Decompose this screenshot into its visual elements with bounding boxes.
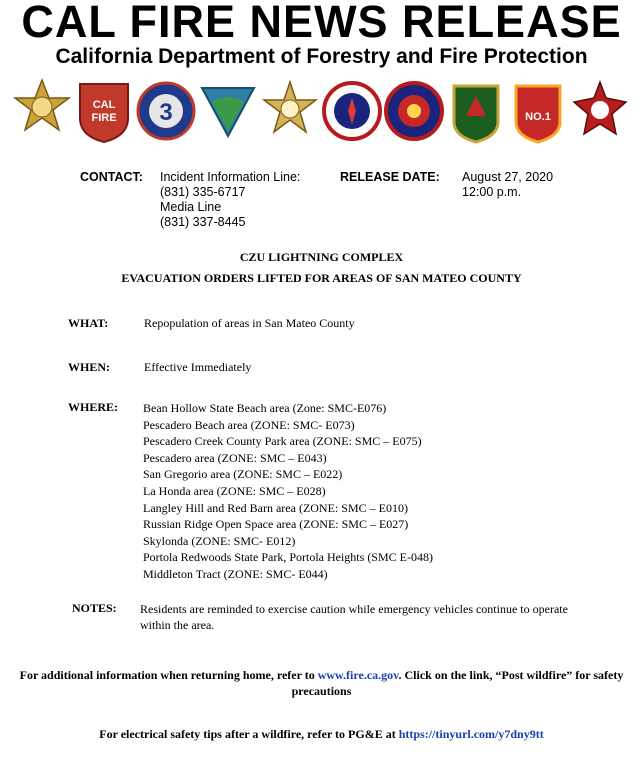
state-parks-shield-icon [198,78,258,144]
list-item: Pescadero Beach area (ZONE: SMC- E073) [143,417,355,432]
list-item: Portola Redwoods State Park, Portola Heights (SMC E-048) [143,550,433,565]
svg-text:CAL: CAL [92,99,116,111]
additional-info-text: For additional information when returning home, refer to [19,668,318,682]
contact-line: Incident Information Line: [160,170,301,184]
calfire-patch-icon [74,78,134,144]
list-item: Bean Hollow State Beach area (Zone: SMC-E076) [143,401,387,415]
what-label: WHAT: [68,316,109,330]
contact-label: CONTACT: [80,170,143,184]
contact-line: Media Line [160,200,222,214]
news-release-title: CAL FIRE NEWS RELEASE [21,0,622,47]
when-label: WHEN: [68,360,110,374]
sheriff-star-badge-icon [12,78,72,144]
boulder-creek-fire-icon [508,78,568,144]
calfire-website-link[interactable]: www.fire.ca.gov [317,668,399,682]
fire-district-patch-icon [384,78,444,144]
list-item: Langley Hill and Red Barn area (ZONE: SMC – E010) [143,500,408,515]
notes-label: NOTES: [72,601,117,615]
where-label: WHERE: [68,400,119,414]
fire-department-emblem-icon [570,78,630,144]
list-item: Skylonda (ZONE: SMC- E012) [143,533,296,548]
list-item: Pescadero Creek County Park area (ZONE: SMC – E075) [143,434,422,449]
felton-fire-patch-icon [322,78,382,144]
contact-info [160,170,300,230]
contact-phone: (831) 337-8445 [160,215,246,229]
release-date: August 27, 2020 [462,170,554,184]
svg-text:FIRE: FIRE [91,112,117,124]
list-item: San Gregorio area (ZONE: SMC – E022) [143,467,343,482]
release-date-label: RELEASE DATE: [340,170,440,184]
contact-phone: (831) 335-6717 [160,185,246,199]
list-item: Pescadero area (ZONE: SMC – E043) [143,450,327,465]
electrical-safety-info [0,727,643,742]
headline-incident: CZU LIGHTNING COMPLEX [239,250,404,264]
incident-management-team-3-icon [136,78,196,144]
pge-tinyurl-link[interactable]: https://tinyurl.com/y7dny9tt [398,727,544,741]
release-date-info [462,170,553,200]
additional-info-text: . Click on the link, “Post wildfire” for safety precautions [291,668,624,698]
additional-info [0,667,643,699]
what-text: Repopulation of areas in San Mateo County [144,316,355,330]
list-item: Russian Ridge Open Space area (ZONE: SMC – E027) [143,517,409,532]
svg-text:3: 3 [159,99,173,126]
san-mateo-county-fire-icon [446,78,506,144]
release-time: 12:00 p.m. [462,185,522,199]
where-list [143,400,433,583]
list-item: La Honda area (ZONE: SMC – E028) [143,483,326,498]
county-sheriff-star-icon [260,78,320,144]
department-subtitle: California Department of Forestry and Fire Protection [55,45,588,68]
headline-evacuation: EVACUATION ORDERS LIFTED FOR AREAS OF SAN MATEO COUNTY [121,271,522,285]
svg-text:NO.1: NO.1 [525,111,551,123]
notes-text: Residents are reminded to exercise caution while emergency vehicles continue to operate within the area. [140,602,568,632]
list-item: Middleton Tract (ZONE: SMC- E044) [143,566,328,581]
agency-badges-row [12,78,632,148]
when-text: Effective Immediately [144,360,252,374]
electrical-safety-text: For electrical safety tips after a wildfire, refer to PG&E at [99,727,399,741]
